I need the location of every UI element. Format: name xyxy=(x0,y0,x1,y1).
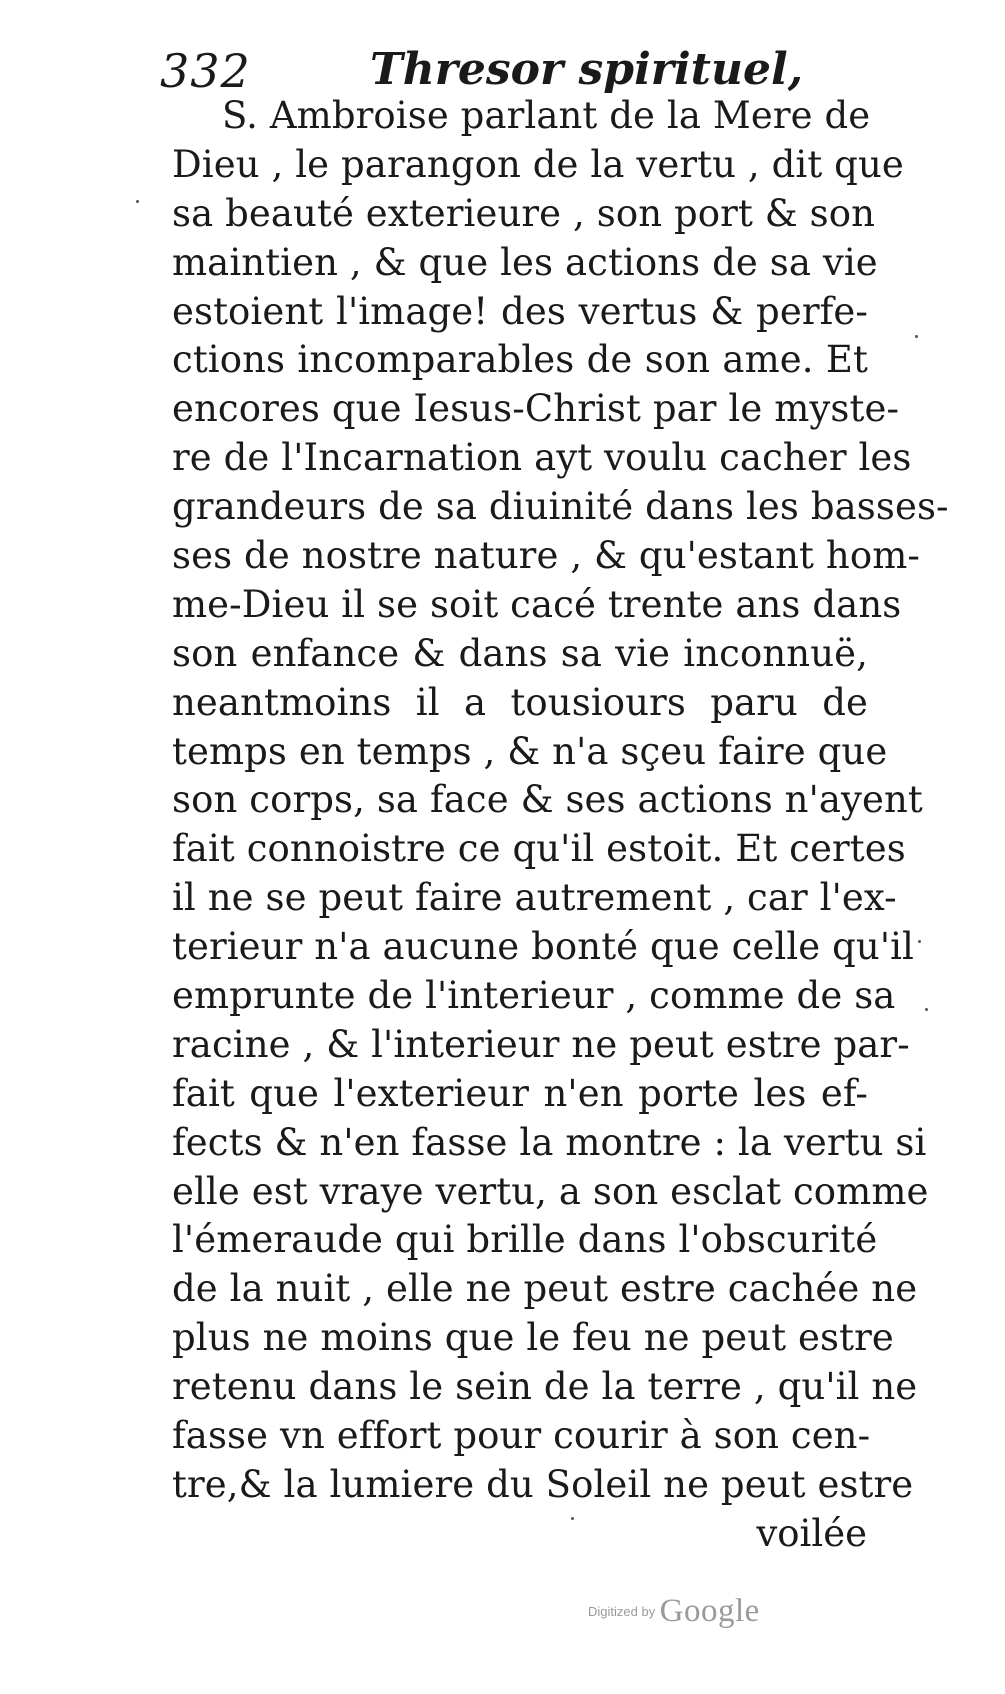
text-line: terieur n'a aucune bonté que celle qu'il xyxy=(172,925,914,969)
text-line: il ne se peut faire autrement , car l'ex- xyxy=(172,876,897,920)
body-text xyxy=(172,92,949,1510)
text-line: temps en temps , & n'a sçeu faire que xyxy=(172,729,888,773)
watermark-prefix: Digitized by xyxy=(588,1604,656,1619)
text-line: emprunte de l'interieur , comme de sa xyxy=(172,974,896,1018)
text-line: fasse vn effort pour courir à son cen- xyxy=(172,1414,871,1458)
text-line: sa beauté exterieure , son port & son xyxy=(172,191,876,235)
text-line: S. Ambroise parlant de la Mere de xyxy=(222,94,871,137)
text-line: grandeurs de sa diuinité dans les basses- xyxy=(172,485,949,529)
text-line: neantmoins il a tousiours paru de xyxy=(172,680,868,724)
page-number: 332 xyxy=(160,44,251,98)
ink-speck xyxy=(915,335,918,338)
text-line: maintien , & que les actions de sa vie xyxy=(172,240,878,284)
text-line: plus ne moins que le feu ne peut estre xyxy=(172,1316,894,1360)
text-line: son enfance & dans sa vie inconnuë, xyxy=(172,631,868,675)
ink-speck xyxy=(918,940,921,943)
text-line: fait que l'exterieur n'en porte les ef- xyxy=(172,1071,868,1115)
text-line: l'émeraude qui brille dans l'obscurité xyxy=(172,1218,878,1262)
ink-speck xyxy=(571,1517,574,1520)
text-line: ses de nostre nature , & qu'estant hom- xyxy=(172,534,920,578)
text-line: racine , & l'interieur ne peut estre par- xyxy=(172,1022,910,1066)
text-line: son corps, sa face & ses actions n'ayent xyxy=(172,778,923,822)
text-line: Dieu , le parangon de la vertu , dit que xyxy=(172,142,904,186)
digitized-watermark xyxy=(588,1593,760,1630)
ink-speck xyxy=(136,200,139,203)
text-line: encores que Iesus-Christ par le myste- xyxy=(172,387,900,431)
text-line: fects & n'en fasse la montre : la vertu si xyxy=(172,1120,927,1164)
text-line: tre,& la lumiere du Soleil ne peut estre xyxy=(172,1462,914,1506)
catchword: voilée xyxy=(756,1512,867,1555)
text-line: fait connoistre ce qu'il estoit. Et certes xyxy=(172,827,906,871)
running-title: Thresor spirituel, xyxy=(370,44,804,95)
text-line: ctions incomparables de son ame. Et xyxy=(172,338,868,382)
ink-speck xyxy=(925,1008,928,1011)
text-line: de la nuit , elle ne peut estre cachée ne xyxy=(172,1267,918,1311)
text-line: me-Dieu il se soit cacé trente ans dans xyxy=(172,582,902,626)
text-line: retenu dans le sein de la terre , qu'il ne xyxy=(172,1365,918,1409)
text-line: re de l'Incarnation ayt voulu cacher les xyxy=(172,436,912,480)
text-line: elle est vraye vertu, a son esclat comme xyxy=(172,1169,929,1213)
text-line: estoient l'image! des vertus & perfe- xyxy=(172,289,868,333)
google-logo: Google xyxy=(659,1593,760,1629)
